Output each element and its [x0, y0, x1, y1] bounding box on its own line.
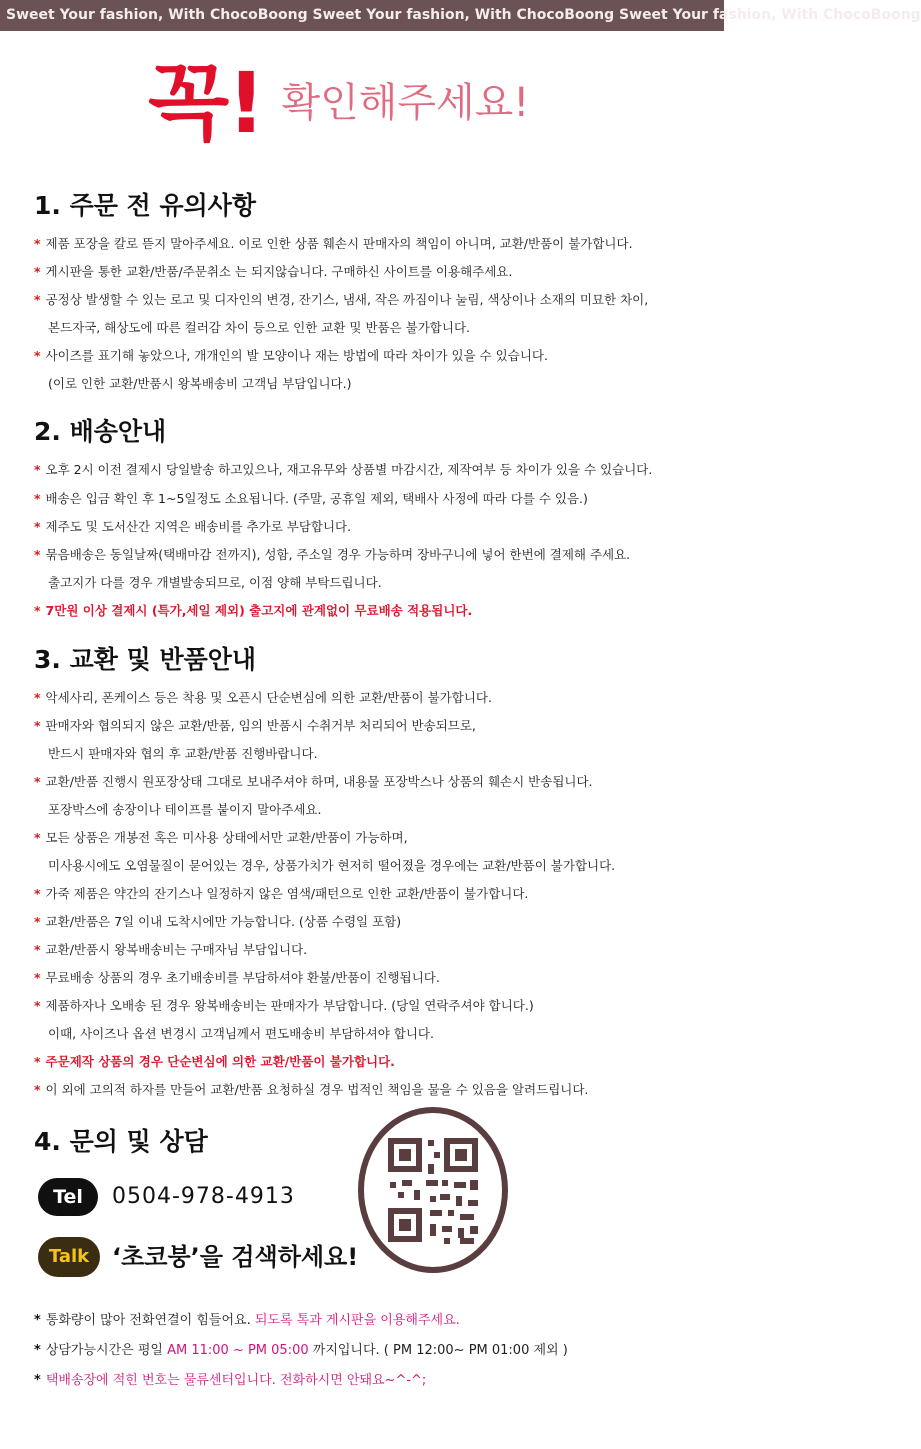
bullet-icon: * — [34, 519, 41, 534]
list-item: * 판매자와 협의되지 않은 교환/반품, 임의 반품시 수취거부 처리되어 반송되므로, — [34, 718, 476, 733]
list-item-continued: (이로 인한 교환/반품시 왕복배송비 고객님 부담입니다.) — [48, 376, 352, 391]
list-item: * 교환/반품 진행시 원포장상태 그대로 보내주셔야 하며, 내용물 포장박스나 상품의 훼손시 반송됩니다. — [34, 774, 593, 789]
section-1-title: 1. 주문 전 유의사항 — [34, 191, 257, 220]
list-item: * 오후 2시 이전 결제시 당일발송 하고있으나, 재고유무와 상품별 마감시간, 제작여부 등 차이가 있을 수 있습니다. — [34, 462, 653, 477]
bullet-icon: * — [34, 491, 41, 506]
list-item: * 이 외에 고의적 하자를 만들어 교환/반품 요청하실 경우 법적인 책임을 물을 수 있음을 알려드립니다. — [34, 1082, 589, 1097]
bullet-icon: * — [34, 1082, 41, 1097]
list-item-continued: 본드자국, 해상도에 따른 컬러감 차이 등으로 인한 교환 및 반품은 불가합니다. — [48, 320, 471, 335]
hero-sub-text: 확인해주세요! — [281, 80, 530, 126]
bullet-icon: * — [34, 886, 41, 901]
bullet-icon: * — [34, 718, 41, 733]
bullet-icon: * — [34, 690, 41, 705]
bullet-icon: * — [34, 348, 41, 363]
list-item-continued: 출고지가 다를 경우 개별발송되므로, 이점 양해 부탁드립니다. — [48, 575, 382, 590]
qr-code-icon[interactable] — [360, 1110, 506, 1275]
list-item: * 제주도 및 도서산간 지역은 배송비를 추가로 부담합니다. — [34, 519, 352, 534]
section-4-title: 4. 문의 및 상담 — [34, 1127, 208, 1156]
list-item: * 사이즈를 표기해 놓았으나, 개개인의 발 모양이나 재는 방법에 따라 차이가 있을 수 있습니다. — [34, 348, 548, 363]
section-3-title: 3. 교환 및 반품안내 — [34, 645, 257, 674]
notice-line: * 상담가능시간은 평일 AM 11:00 ~ PM 05:00 까지입니다. ( PM 12:00~ PM 01:00 제외 ) — [34, 1343, 568, 1358]
list-item-highlight: * 7만원 이상 결제시 (특가,세일 제외) 출고지에 관계없이 무료배송 적용됩니다. — [34, 603, 473, 618]
bullet-icon: * — [34, 603, 41, 618]
bullet-icon: * — [34, 264, 41, 279]
notice-line: * 통화량이 많아 전화연결이 힘들어요. 되도록 톡과 게시판을 이용해주세요. — [34, 1313, 460, 1328]
bullet-icon: * — [34, 774, 41, 789]
bullet-icon: * — [34, 462, 41, 477]
bullet-icon: * — [34, 1373, 41, 1388]
bullet-icon: * — [34, 830, 41, 845]
bullet-icon: * — [34, 942, 41, 957]
list-item: * 제품 포장을 칼로 뜯지 말아주세요. 이로 인한 상품 훼손시 판매자의 책임이 아니며, 교환/반품이 불가합니다. — [34, 236, 633, 251]
hero-heading — [148, 48, 529, 158]
list-item: * 모든 상품은 개봉전 혹은 미사용 상태에서만 교환/반품이 가능하며, — [34, 830, 408, 845]
banner-text: Sweet Your fashion, With ChocoBoong Sweet Your fashion, With ChocoBoong Sweet Your fashion, With ChocoBoong — [6, 7, 921, 23]
phone-number[interactable]: 0504-978-4913 — [112, 1184, 295, 1209]
bullet-icon: * — [34, 1313, 41, 1328]
bullet-icon: * — [34, 998, 41, 1013]
list-item: * 악세사리, 폰케이스 등은 착용 및 오픈시 단순변심에 의한 교환/반품이 불가합니다. — [34, 690, 492, 705]
list-item: * 교환/반품은 7일 이내 도착시에만 가능합니다. (상품 수령일 포함) — [34, 914, 402, 929]
bullet-icon: * — [34, 970, 41, 985]
list-item-highlight: * 주문제작 상품의 경우 단순변심에 의한 교환/반품이 불가합니다. — [34, 1054, 395, 1069]
list-item-continued: 미사용시에도 오염물질이 묻어있는 경우, 상품가치가 현저히 떨어졌을 경우에는 교환/반품이 불가합니다. — [48, 858, 616, 873]
top-banner — [0, 0, 921, 31]
list-item: * 교환/반품시 왕복배송비는 구매자님 부담입니다. — [34, 942, 308, 957]
kakaotalk-search-text: ‘초코붕’을 검색하세요! — [112, 1243, 359, 1271]
list-item: * 무료배송 상품의 경우 초기배송비를 부담하셔야 환불/반품이 진행됩니다. — [34, 970, 440, 985]
qr-background-blob — [361, 1110, 505, 1270]
hero-big-text: 꼭! — [148, 54, 264, 152]
list-item: * 공정상 발생할 수 있는 로고 및 디자인의 변경, 잔기스, 냄새, 작은 까짐이나 눌림, 색상이나 소재의 미묘한 차이, — [34, 292, 649, 307]
kakaotalk-badge: Talk — [38, 1237, 100, 1277]
bullet-icon: * — [34, 236, 41, 251]
bullet-icon: * — [34, 914, 41, 929]
list-item: * 게시판을 통한 교환/반품/주문취소 는 되지않습니다. 구매하신 사이트를 이용해주세요. — [34, 264, 513, 279]
bullet-icon: * — [34, 292, 41, 307]
list-item-continued: 이때, 사이즈나 옵션 변경시 고객님께서 편도배송비 부담하셔야 합니다. — [48, 1026, 434, 1041]
bullet-icon: * — [34, 547, 41, 562]
bullet-icon: * — [34, 1054, 41, 1069]
list-item: * 배송은 입금 확인 후 1~5일정도 소요됩니다. (주말, 공휴일 제외, 택배사 사정에 따라 다를 수 있음.) — [34, 491, 588, 506]
section-2-title: 2. 배송안내 — [34, 417, 167, 446]
list-item: * 제품하자나 오배송 된 경우 왕복배송비는 판매자가 부담합니다. (당일 연락주셔야 합니다.) — [34, 998, 534, 1013]
tel-badge: Tel — [38, 1178, 98, 1216]
list-item: * 가죽 제품은 약간의 잔기스나 일정하지 않은 염색/패턴으로 인한 교환/반품이 불가합니다. — [34, 886, 529, 901]
notice-line: * 택배송장에 적힌 번호는 물류센터입니다. 전화하시면 안돼요~^-^; — [34, 1373, 427, 1388]
list-item-continued: 반드시 판매자와 협의 후 교환/반품 진행바랍니다. — [48, 746, 318, 761]
list-item: * 묶음배송은 동일날짜(택배마감 전까지), 성함, 주소일 경우 가능하며 장바구니에 넣어 한번에 결제해 주세요. — [34, 547, 631, 562]
bullet-icon: * — [34, 1343, 41, 1358]
list-item-continued: 포장박스에 송장이나 테이프를 붙이지 말아주세요. — [48, 802, 322, 817]
